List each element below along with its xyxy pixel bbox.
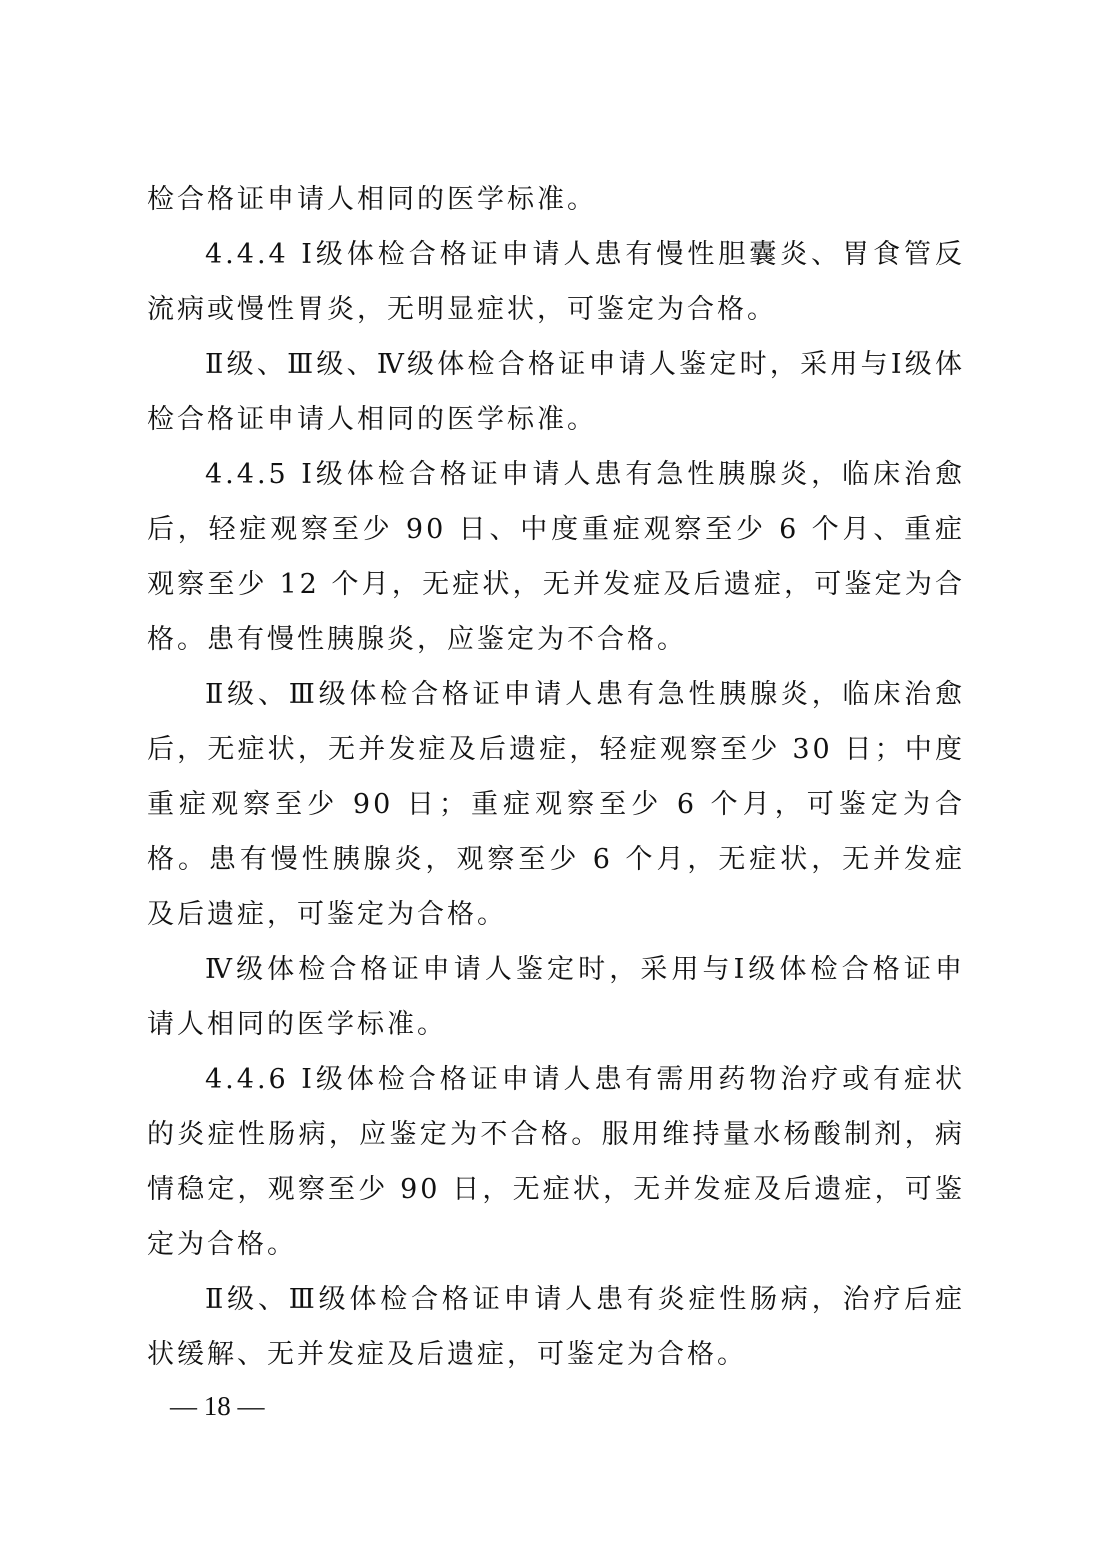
paragraph-4-4-6-levels: Ⅱ级、Ⅲ级体检合格证申请人患有炎症性肠病，治疗后症状缓解、无并发症及后遗症，可鉴定为合格。 <box>147 1284 965 1370</box>
paragraph-4-4-6: 4.4.6 Ⅰ级体检合格证申请人患有需用药物治疗或有症状的炎症性肠病，应鉴定为不合格。服用维持量水杨酸制剂，病情稳定，观察至少 90 日，无症状，无并发症及后遗症，可鉴定为合格。 <box>147 1064 965 1260</box>
paragraph-4-4-5: 4.4.5 Ⅰ级体检合格证申请人患有急性胰腺炎，临床治愈后，轻症观察至少 90 日、中度重症观察至少 6 个月、重症观察至少 12 个月，无症状，无并发症及后遗症，可鉴定为合格。患有慢性胰腺炎，应鉴定为不合格。 <box>147 459 965 655</box>
body-text <box>147 172 965 1382</box>
paragraph-4-4-4-levels: Ⅱ级、Ⅲ级、Ⅳ级体检合格证申请人鉴定时，采用与Ⅰ级体检合格证申请人相同的医学标准。 <box>147 349 965 435</box>
paragraph-continuation: 检合格证申请人相同的医学标准。 <box>147 184 597 215</box>
paragraph-4-4-4: 4.4.4 Ⅰ级体检合格证申请人患有慢性胆囊炎、胃食管反流病或慢性胃炎，无明显症状，可鉴定为合格。 <box>147 239 965 325</box>
paragraph-4-4-5-levels-2-3: Ⅱ级、Ⅲ级体检合格证申请人患有急性胰腺炎，临床治愈后，无症状，无并发症及后遗症，轻症观察至少 30 日；中度重症观察至少 90 日；重症观察至少 6 个月，可鉴定为合格。患有慢性胰腺炎，观察至少 6 个月，无症状，无并发症及后遗症，可鉴定为合格。 <box>147 679 965 930</box>
page-number: — 18 — <box>170 1391 265 1421</box>
paragraph-4-4-5-level-4: Ⅳ级体检合格证申请人鉴定时，采用与Ⅰ级体检合格证申请人相同的医学标准。 <box>147 954 965 1040</box>
